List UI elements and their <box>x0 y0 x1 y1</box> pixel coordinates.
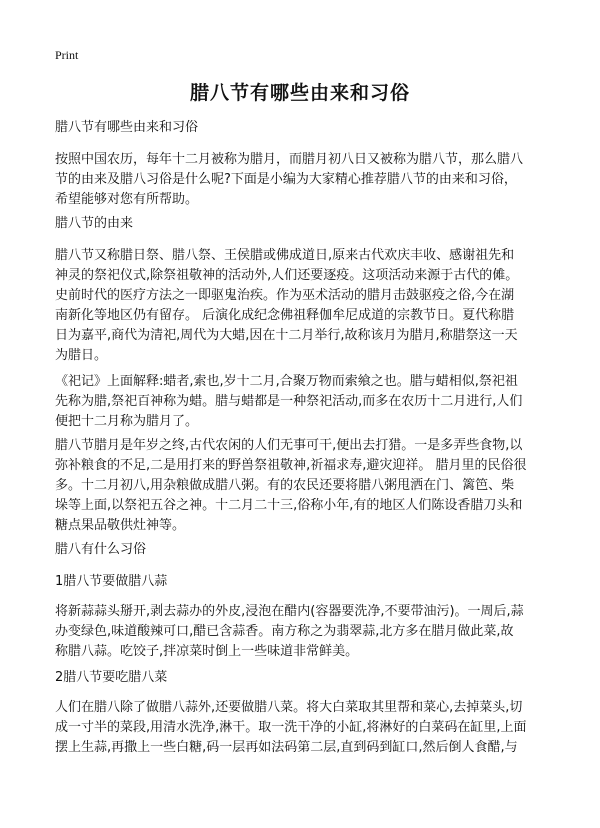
text-line: 成一寸半的菜段,用清水洗净,淋干。取一洗干净的小缸,将淋好的白菜码在缸里,上面 <box>55 720 527 735</box>
text-line: 将新蒜蒜头掰开,剥去蒜办的外皮,浸泡在醋内(容器要洗净,不要带油污)。一周后,蒜 <box>55 604 524 619</box>
text-line: 办变绿色,味道酸辣可口,醋已含蒜香。南方称之为翡翠蒜,北方多在腊月做此菜,故 <box>55 624 514 639</box>
text-line: 垛等上面,以祭祀五谷之神。十二月二十三,俗称小年,有的地区人们陈设香腊刀头和 <box>55 498 523 513</box>
text-line: 腊八节腊月是年岁之终,古代农闲的人们无事可干,便出去打猎。一是多弄些食物,以 <box>55 438 523 453</box>
text-line: 日为嘉平,商代为清祀,周代为大蜡,因在十二月举行,故称该月为腊月,称腊祭这一天 <box>55 328 518 343</box>
text-line: 人们在腊八除了做腊八蒜外,还要做腊八菜。将大白菜取其里帮和菜心,去掉菜头,切 <box>55 700 523 715</box>
custom1-heading: 1腊八节要做腊八蒜 <box>55 574 168 589</box>
text-line: 称腊八蒜。吃饺子,拌凉菜时倒上一些味道非常鲜美。 <box>55 644 359 659</box>
intro-paragraph <box>55 150 555 210</box>
text-line: 便把十二月称为腊月了。 <box>55 414 199 429</box>
text-line: 腊八节又称腊日祭、腊八祭、王侯腊或佛成道日,原来古代欢庆丰收、感谢祖先和 <box>55 248 515 263</box>
text-line: 希望能够对您有所帮助。 <box>55 192 199 207</box>
text-line: 弥补粮食的不足,二是用打来的野兽祭祖敬神,祈福求寿,避灾迎祥。 腊月里的民俗很 <box>55 458 527 473</box>
origin-paragraph-2 <box>55 372 555 432</box>
print-link[interactable]: Print <box>55 48 79 62</box>
origin-paragraph-3 <box>55 436 555 536</box>
text-line: 南新化等地区仍有留存。 后演化成纪念佛祖释伽牟尼成道的宗教节日。夏代称腊 <box>55 308 515 323</box>
custom2-paragraph <box>55 698 555 758</box>
custom1-paragraph <box>55 602 555 662</box>
origin-paragraph-1 <box>55 246 555 366</box>
text-line: 为腊日。 <box>55 348 108 363</box>
text-line: 《祀记》上面解释:蜡者,索也,岁十二月,合聚万物而索飨之也。腊与蜡相似,祭祀祖 <box>55 374 518 389</box>
text-line: 神灵的祭祀仪式,除祭祖敬神的活动外,人们还要逐疫。这项活动来源于古代的傩。 <box>55 268 519 283</box>
text-line: 多。十二月初八,用杂粮做成腊八粥。有的农民还要将腊八粥甩洒在门、篱笆、柴 <box>55 478 515 493</box>
text-line: 先称为腊,祭祀百神称为蜡。腊与蜡都是一种祭祀活动,而多在农历十二月进行,人们 <box>55 394 523 409</box>
text-line: 摆上生蒜,再撒上一些白糖,码一层再如法码第二层,直到码到缸口,然后倒人食醋,与 <box>55 740 518 755</box>
customs-heading: 腊八有什么习俗 <box>55 542 147 557</box>
text-line: 糖点果品敬供灶神等。 <box>55 518 186 533</box>
custom2-heading: 2腊八节要吃腊八菜 <box>55 670 168 685</box>
text-line: 按照中国农历，每年十二月被称为腊月，而腊月初八日又被称为腊八节，那么腊八 <box>55 152 524 167</box>
subtitle: 腊八节有哪些由来和习俗 <box>55 120 199 135</box>
page-title: 腊八节有哪些由来和习俗 <box>189 82 410 104</box>
origin-heading: 腊八节的由来 <box>55 216 134 231</box>
text-line: 史前时代的医疗方法之一即驱鬼治疾。作为巫术活动的腊月击鼓驱疫之俗,今在湖 <box>55 288 515 303</box>
text-line: 节的由来及腊八习俗是什么呢?下面是小编为大家精心推荐腊八节的由来和习俗， <box>55 172 517 187</box>
